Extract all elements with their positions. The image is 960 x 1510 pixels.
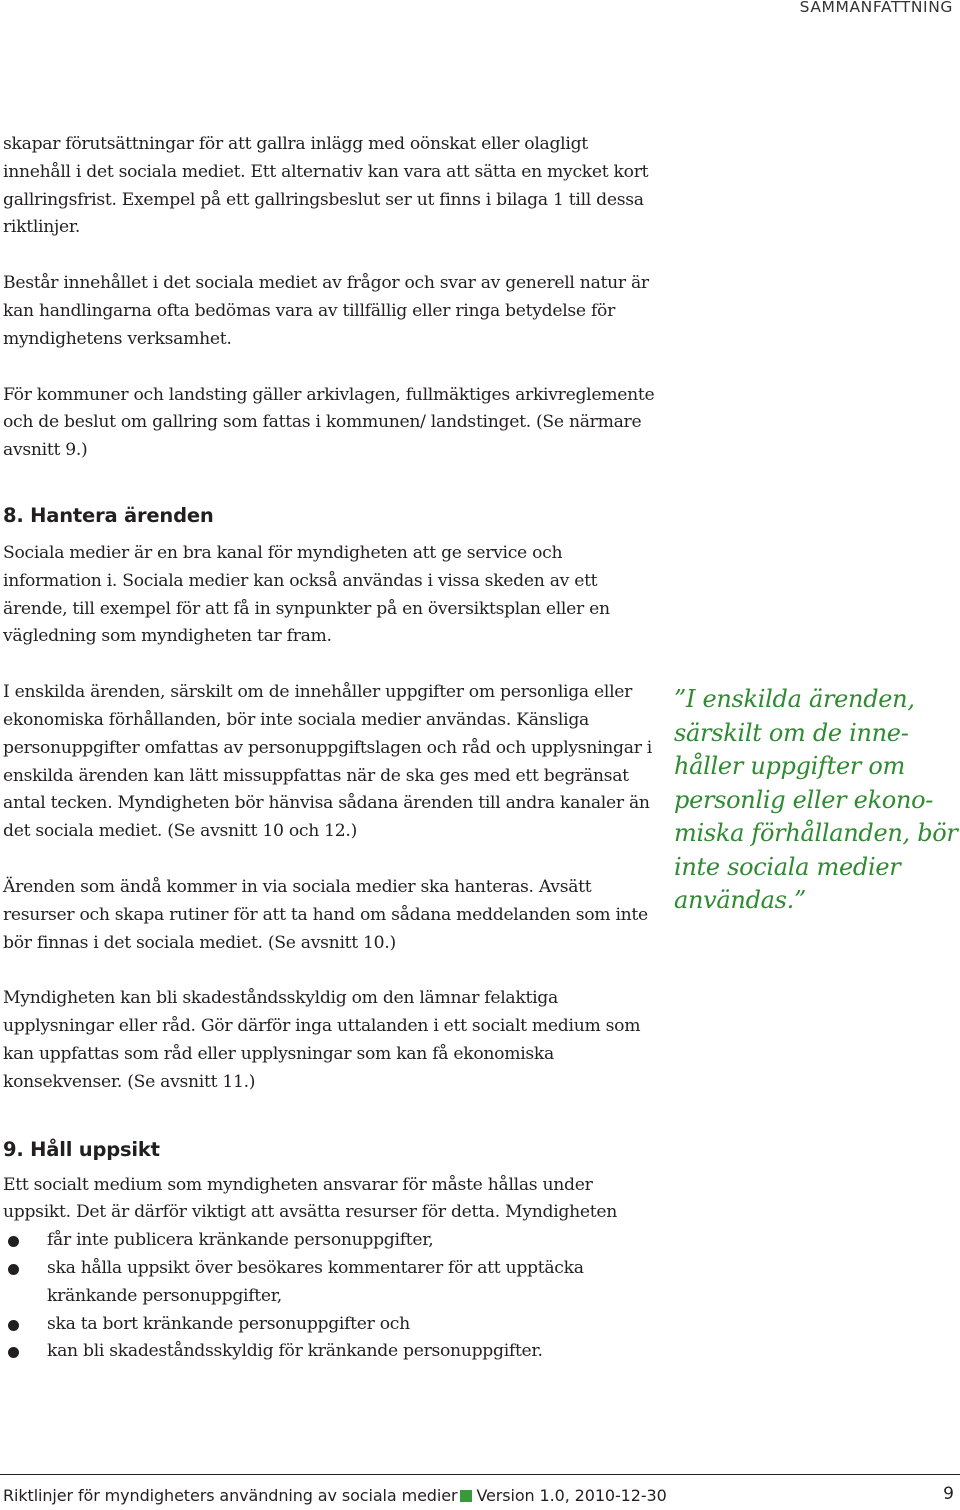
paragraph: Ärenden som ändå kommer in via sociala medier ska hanteras. Avsätt resurser och skapa rutiner för att ta hand om sådana meddelanden som inte bör finnas i det sociala mediet. (Se avsnitt 10.): [3, 876, 648, 953]
paragraph: Består innehållet i det sociala mediet av frågor och svar av generell natur är kan handlingarna ofta bedömas vara av tillfällig eller ringa betydelse för myndighetens verksamhet.: [3, 273, 649, 349]
section-heading-8: 8. Hantera ärenden: [3, 503, 214, 527]
main-text-column: [3, 131, 658, 1366]
list-item: ska hålla uppsikt över besökares kommentarer för att upptäcka kränkande personuppgifter,: [3, 1255, 658, 1311]
footer-title: Riktlinjer för myndigheters användning av sociala medier: [3, 1486, 458, 1505]
paragraph: Sociala medier är en bra kanal för myndigheten att ge service och information i. Sociala medier kan också användas i vissa skeden av ett ärende, till exempel för att få in synpunkter på en översiktsplan eller en vägledning som myndigheten tar fram.: [3, 542, 610, 647]
pull-quote: ”I enskilda ärenden, särskilt om de innehåller uppgifter om personlig eller ekonomiska förhållanden, bör inte sociala medier användas.”: [674, 685, 958, 914]
section-heading-9: 9. Håll uppsikt: [3, 1137, 160, 1161]
list-item: får inte publicera kränkande personuppgifter,: [3, 1227, 658, 1255]
paragraph: skapar förutsättningar för att gallra inlägg med oönskat eller olagligt innehåll i det sociala mediet. Ett alternativ kan vara att sätta en mycket kort gallringsfrist. Exempel på ett gallringsbeslut ser ut finns i bilaga 1 till dessa riktlinjer.: [3, 134, 649, 238]
paragraph: I enskilda ärenden, särskilt om de innehåller uppgifter om personliga eller ekonomiska förhållanden, bör inte sociala medier användas. Känsliga personuppgifter omfattas av personuppgiftslagen och råd och upplysningar i enskilda ärenden kan lätt missuppfattas när de ska ges med ett begränsat antal tecken. Myndigheten bör hänvisa sådana ärenden till andra kanaler än det sociala mediet. (Se avsnitt 10 och 12.): [3, 682, 652, 842]
footer-version: Version 1.0, 2010-12-30: [476, 1486, 667, 1505]
paragraph: Myndigheten kan bli skadeståndsskyldig om den lämnar felaktiga upplysningar eller råd. Gör därför inga uttalanden i ett socialt medium som kan uppfattas som råd eller upplysningar som kan få ekonomiska konsekvenser. (Se avsnitt 11.): [3, 988, 641, 1092]
bullet-icon: [8, 1236, 19, 1247]
bullet-icon: [8, 1347, 19, 1358]
list-item: ska ta bort kränkande personuppgifter och: [3, 1311, 658, 1339]
list-item: kan bli skadeståndsskyldig för kränkande personuppgifter.: [3, 1338, 658, 1366]
bullet-list: [3, 1227, 658, 1366]
square-bullet-icon: [460, 1490, 472, 1502]
bullet-icon: [8, 1264, 19, 1275]
running-head: SAMMANFATTNING: [799, 0, 953, 16]
footer-divider: [0, 1474, 960, 1475]
paragraph: Ett socialt medium som myndigheten ansvarar för måste hållas under uppsikt. Det är därför viktigt att avsätta resurser för detta. Myndigheten: [3, 1174, 617, 1223]
paragraph: För kommuner och landsting gäller arkivlagen, fullmäktiges arkivreglemente och de beslut om gallring som fattas i kommunen/ landstinget. (Se närmare avsnitt 9.): [3, 384, 655, 461]
footer: [3, 1486, 667, 1505]
page-number: 9: [943, 1484, 954, 1504]
bullet-icon: [8, 1320, 19, 1331]
